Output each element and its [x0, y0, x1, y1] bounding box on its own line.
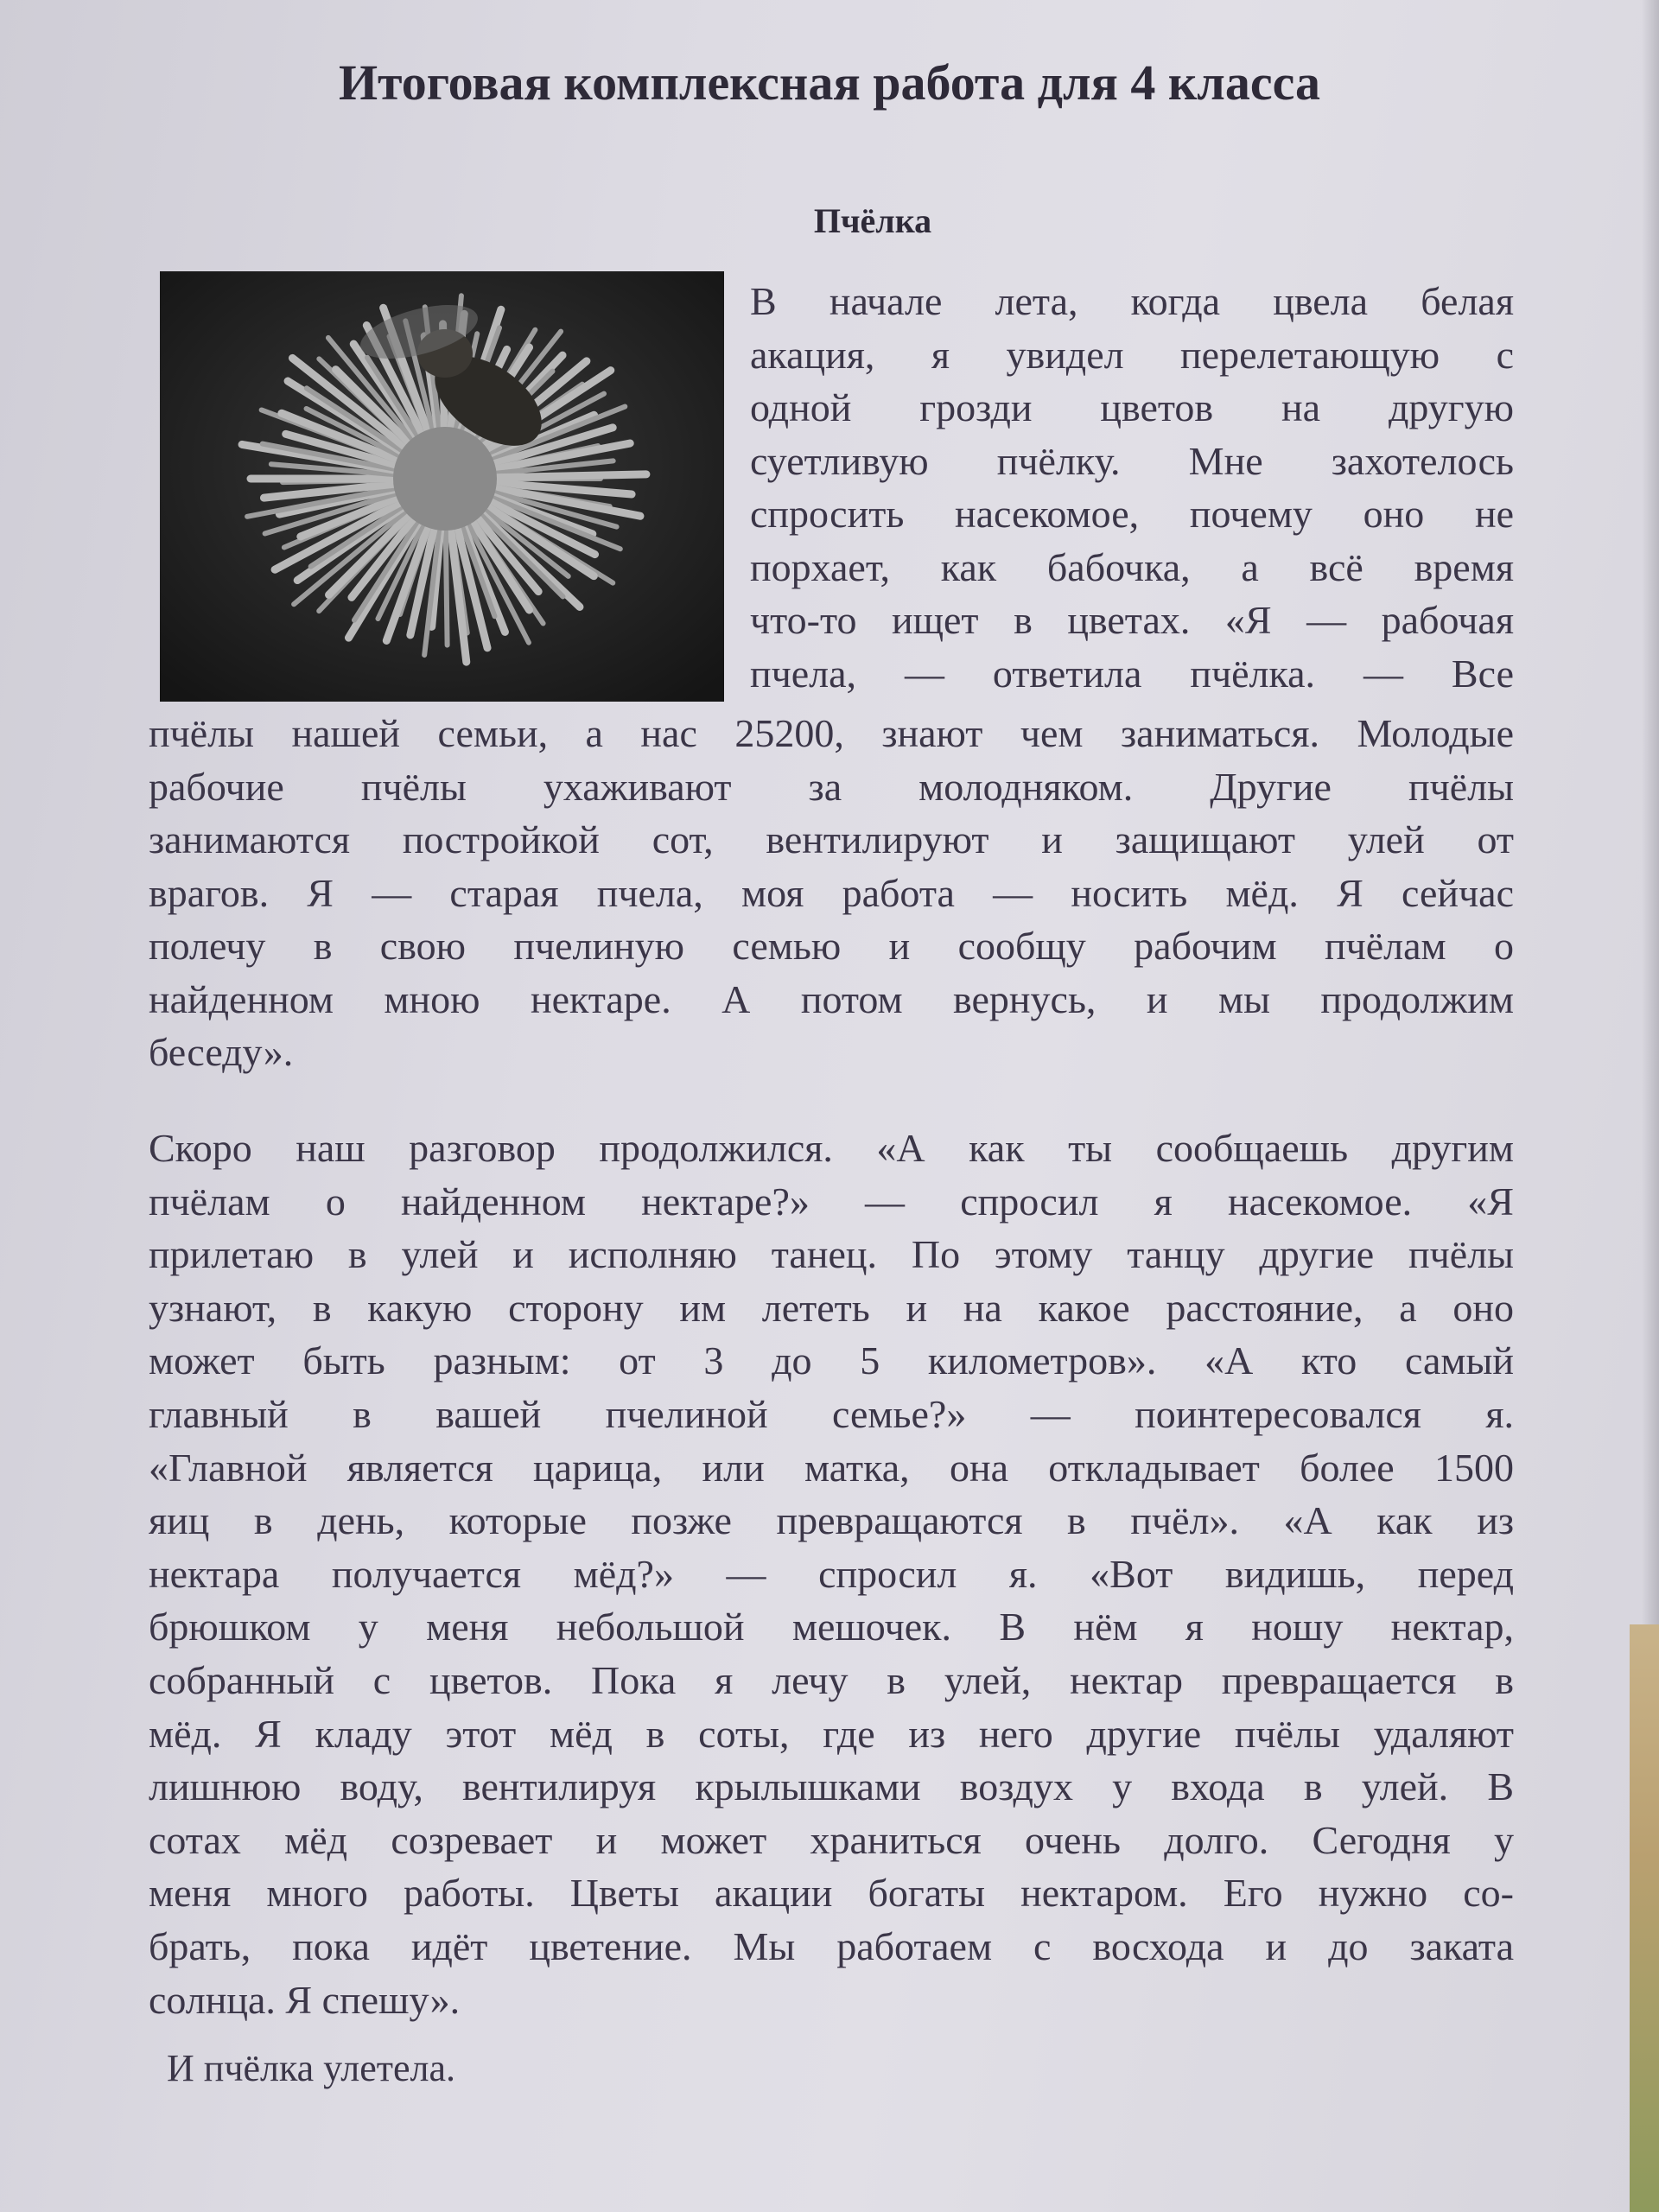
text-line: найденном мною нектаре. А потом вернусь, и мы продолжим [149, 976, 1514, 1021]
page-title: Итоговая комплексная работа для 4 класса [338, 54, 1321, 111]
text-line: собранный с цветов. Пока я лечу в улей, нектар превращается в [149, 1658, 1514, 1702]
text-line: занимаются постройкой сот, вентилируют и защищают улей от [149, 817, 1514, 861]
text-line: одной грозди цветов на другую [750, 385, 1514, 429]
text-line: пчела, — ответила пчёлка. — Все [750, 651, 1514, 696]
text-line: врагов. Я — старая пчела, моя работа — носить мёд. Я сейчас [149, 870, 1514, 915]
text-line: полечу в свою пчелиную семью и сообщу рабочим пчёлам о [149, 924, 1514, 968]
text-line: рабочие пчёлы ухаживают за молодняком. Другие пчёлы [149, 764, 1514, 809]
text-line: меня много работы. Цветы акации богаты нектаром. Его нужно со- [149, 1871, 1514, 1916]
text-line: беседу». [149, 1030, 294, 1074]
text-line: главный в вашей пчелиной семье?» — поинтересовался я. [149, 1392, 1514, 1436]
story-title: Пчёлка [813, 201, 932, 240]
text-line: «Главной является царица, или матка, она откладывает более 1500 [149, 1445, 1514, 1490]
text-line: может быть разным: от 3 до 5 километров». «А кто самый [149, 1338, 1514, 1383]
text-line: суетливую пчёлку. Мне захотелось [750, 438, 1514, 483]
text-line: яиц в день, которые позже превращаются в пчёл». «А как из [149, 1498, 1514, 1543]
text-line: мёд. Я кладу этот мёд в соты, где из него другие пчёлы удаляют [149, 1711, 1514, 1756]
text-line: брюшком у меня небольшой мешочек. В нём я ношу нектар, [149, 1605, 1514, 1649]
text-line: солнца. Я спешу». [149, 1977, 461, 2022]
text-line: сотах мёд созревает и может храниться очень долго. Сегодня у [149, 1817, 1514, 1862]
text-line: порхает, как бабочка, а всё время [750, 544, 1514, 589]
text-line: спросить насекомое, почему оно не [750, 492, 1514, 536]
text-line: прилетаю в улей и исполняю танец. По этому танцу другие пчёлы [149, 1232, 1514, 1277]
text-line: пчёлам о найденном нектаре?» — спросил я насекомое. «Я [149, 1179, 1514, 1224]
background-object [1630, 1624, 1659, 2212]
bee-on-dandelion-photo [160, 271, 724, 702]
closing-line: И пчёлка улетела. [167, 2047, 455, 2089]
text-line: пчёлы нашей семьи, а нас 25200, знают чем заниматься. Молодые [149, 711, 1514, 755]
text-line: нектара получается мёд?» — спросил я. «Вот видишь, перед [149, 1551, 1514, 1596]
text-line: Скоро наш разговор продолжился. «А как ты сообщаешь другим [149, 1126, 1514, 1170]
page-shadow [1642, 0, 1659, 1624]
text-line: брать, пока идёт цветение. Мы работаем с восхода и до заката [149, 1924, 1514, 1968]
text-line: что-то ищет в цветах. «Я — рабочая [750, 598, 1514, 642]
text-line: узнают, в какую сторону им лететь и на какое расстояние, а оно [149, 1285, 1514, 1330]
text-line: акация, я увидел перелетающую с [750, 332, 1514, 377]
text-line: В начале лета, когда цвела белая [750, 279, 1514, 323]
text-line: лишнюю воду, вентилируя крылышками воздух у входа в улей. В [149, 1764, 1514, 1809]
